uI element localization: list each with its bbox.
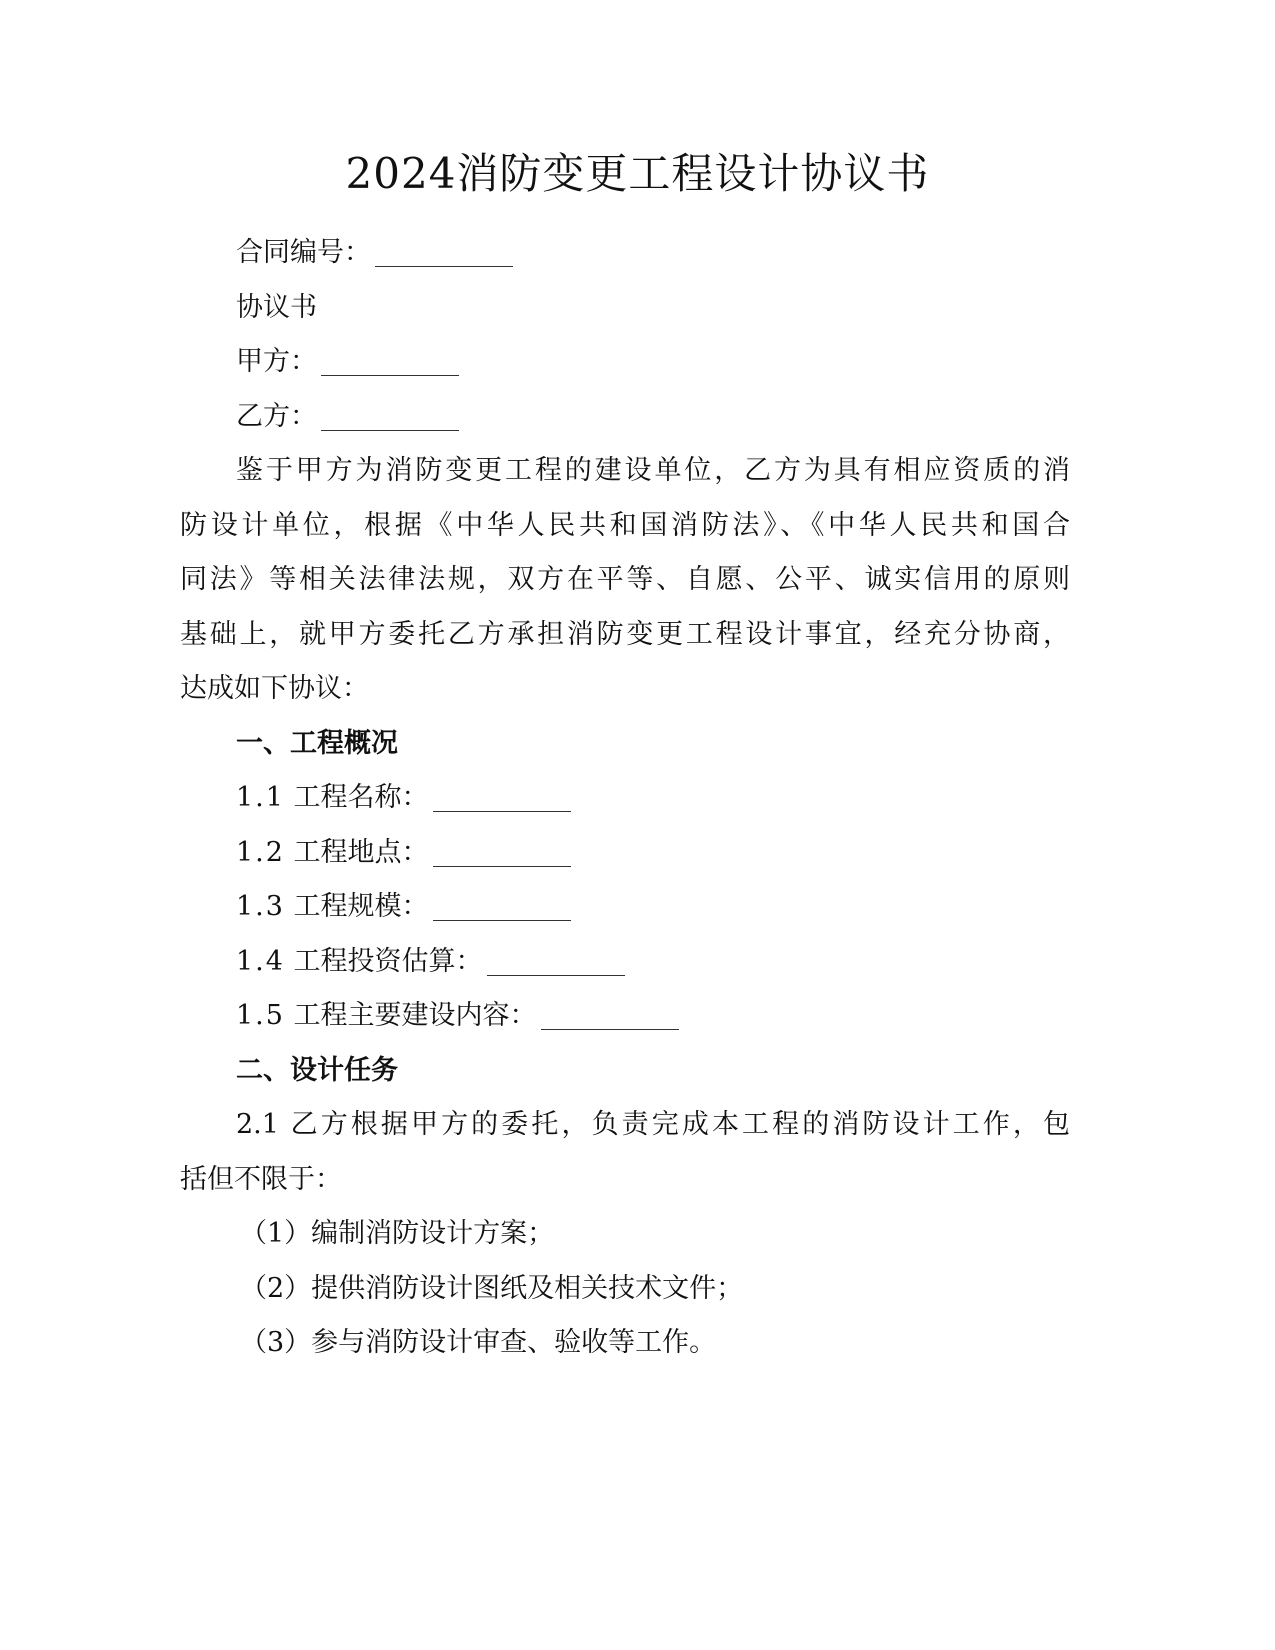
- section-heading-design-tasks: 二、设计任务: [236, 1054, 398, 1086]
- contract-number-blank[interactable]: [375, 236, 513, 267]
- section-heading-project-overview: 一、工程概况: [236, 727, 398, 759]
- clause-2-1: [180, 1098, 1070, 1207]
- item-label: 工程主要建设内容：: [293, 1000, 537, 1031]
- item-number: 1.3: [236, 891, 285, 922]
- task-list-item: （1）编制消防设计方案；: [240, 1218, 555, 1249]
- item-label: 工程规模：: [293, 891, 429, 922]
- item-label: 工程名称：: [293, 782, 429, 813]
- party-a-row: [180, 335, 1070, 390]
- item-number: 1.5: [236, 1000, 285, 1031]
- project-item-row: [180, 989, 1070, 1044]
- project-scale-blank[interactable]: [433, 890, 571, 921]
- item-number: 1.1: [236, 782, 285, 813]
- party-a-label: 甲方：: [236, 346, 317, 377]
- item-number: 1.2: [236, 836, 285, 868]
- item-label: 工程地点：: [293, 836, 429, 868]
- document-body: [180, 226, 1070, 1371]
- party-b-label: 乙方：: [236, 400, 317, 432]
- preamble-line: 达成如下协议：: [180, 673, 369, 704]
- preamble-line: 同法》等相关法律法规，双方在平等、自愿、公平、诚实信用的原则: [180, 564, 1070, 595]
- preamble-line: 基础上，就甲方委托乙方承担消防变更工程设计事宜，经充分协商，: [180, 618, 1070, 650]
- preamble-paragraph: [180, 444, 1070, 717]
- party-b-blank[interactable]: [321, 400, 459, 431]
- item-number: 1.4: [236, 945, 285, 977]
- investment-estimate-blank[interactable]: [487, 945, 625, 976]
- clause-line: 括但不限于：: [180, 1163, 342, 1195]
- project-item-row: [180, 880, 1070, 935]
- project-item-row: [180, 935, 1070, 990]
- preamble-line: 鉴于甲方为消防变更工程的建设单位，乙方为具有相应资质的消: [236, 455, 1070, 486]
- contract-number-label: 合同编号：: [236, 237, 371, 268]
- party-b-row: [180, 390, 1070, 445]
- project-location-blank[interactable]: [433, 836, 571, 867]
- main-content-blank[interactable]: [541, 999, 679, 1030]
- party-a-blank[interactable]: [321, 345, 459, 376]
- project-name-blank[interactable]: [433, 781, 571, 812]
- project-item-row: [180, 826, 1070, 881]
- document-title: 2024消防变更工程设计协议书: [345, 149, 930, 198]
- item-label: 工程投资估算：: [293, 945, 483, 977]
- task-list-item: （3）参与消防设计审查、验收等工作。: [240, 1327, 717, 1358]
- subtitle: 协议书: [236, 291, 317, 323]
- project-item-row: [180, 771, 1070, 826]
- task-list-item: （2）提供消防设计图纸及相关技术文件；: [240, 1272, 744, 1304]
- contract-number-row: [180, 226, 1070, 281]
- preamble-line: 防设计单位，根据《中华人民共和国消防法》、《中华人民共和国合: [180, 509, 1070, 541]
- clause-line: 2.1 乙方根据甲方的委托，负责完成本工程的消防设计工作，包: [236, 1109, 1070, 1140]
